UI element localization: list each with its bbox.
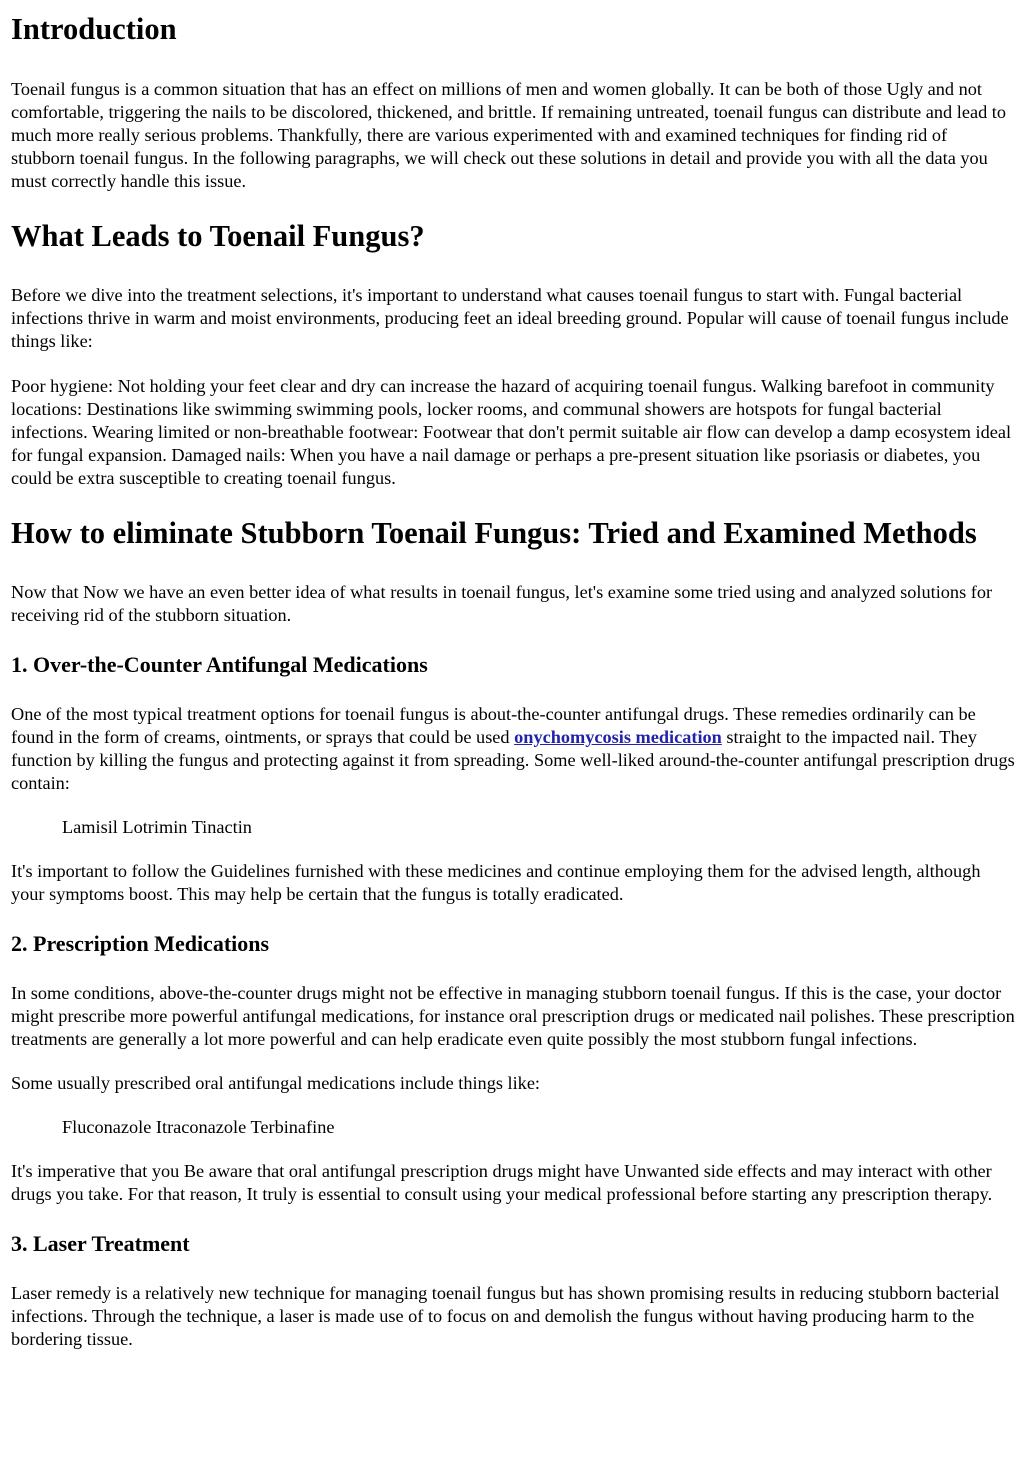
paragraph-otc-text-after: straight to the impacted nail. They function by killing the fungus and protecting against it from spreading. Some well-liked around-the-counter antifungal prescription drugs contain: xyxy=(11,727,1015,793)
paragraph-prescription-description: In some conditions, above-the-counter drugs might not be effective in managing stubborn toenail fungus. If this is the case, your doctor might prescribe more powerful antifungal medications, for instance oral prescription drugs or medicated nail polishes. These prescription treatments are generally a lot more powerful and can help eradicate even quite possibly the most stubborn fungal infections. xyxy=(11,983,1015,1049)
heading-prescription-medications: 2. Prescription Medications xyxy=(11,931,270,956)
paragraph-prescription-warning: It's imperative that you Be aware that oral antifungal prescription drugs might have Unwanted side effects and may interact with other drugs you take. For that reason, It truly is essential to consult using your medical professional before starting any prescription therapy. xyxy=(11,1161,993,1204)
paragraph-otc-text-before: One of the most typical treatment options for toenail fungus is about-the-counter antifungal drugs. These remedies ordinarily can be found in the form of creams, ointments, or sprays that could be used xyxy=(11,704,976,747)
paragraph-how-to-eliminate: Now that Now we have an even better idea of what results in toenail fungus, let's examine some tried using and analyzed solutions for receiving rid of the stubborn situation. xyxy=(11,582,993,625)
heading-how-to-eliminate: How to eliminate Stubborn Toenail Fungus: Tried and Examined Methods xyxy=(11,516,977,550)
paragraph-introduction: Toenail fungus is a common situation that has an effect on millions of men and women globally. It can be both of those Ugly and not comfortable, triggering the nails to be discolored, thickened, and brittle. If remaining untreated, toenail fungus can distribute and lead to much more really serious problems. Thankfully, there are various experimented with and examined techniques for finding rid of stubborn toenail fungus. In the following paragraphs, we will check out these solutions in detail and provide you with all the data you must correctly handle this issue. xyxy=(11,79,1006,191)
paragraph-otc-description xyxy=(11,703,1015,795)
paragraph-causes-list: Poor hygiene: Not holding your feet clear and dry can increase the hazard of acquiring toenail fungus. Walking barefoot in community locations: Destinations like swimming swimming pools, locker rooms, and communal showers are hotspots for fungal bacterial infections. Wearing limited or non-breathable footwear: Footwear that don't permit suitable air flow can develop a damp ecosystem ideal for fungal expansion. Damaged nails: When you have a nail damage or perhaps a pre-present situation like psoriasis or diabetes, you could be extra susceptible to creating toenail fungus. xyxy=(11,376,1012,488)
onychomycosis-medication-link[interactable]: onychomycosis medication xyxy=(514,727,722,747)
prescription-drug-list: Fluconazole Itraconazole Terbinafine xyxy=(62,1117,335,1137)
paragraph-otc-guidelines: It's important to follow the Guidelines furnished with these medicines and continue employing them for the advised length, although your symptoms boost. This may help be certain that the fungus is totally eradicated. xyxy=(11,861,981,904)
paragraph-causes-intro: Before we dive into the treatment selections, it's important to understand what causes toenail fungus to start with. Fungal bacterial infections thrive in warm and moist environments, producing feet an ideal breeding ground. Popular will cause of toenail fungus include things like: xyxy=(11,285,1009,351)
heading-otc-medications: 1. Over-the-Counter Antifungal Medications xyxy=(11,652,428,677)
heading-introduction: Introduction xyxy=(11,12,177,46)
otc-drug-list: Lamisil Lotrimin Tinactin xyxy=(62,817,252,837)
article xyxy=(0,11,1024,1351)
paragraph-prescription-intro: Some usually prescribed oral antifungal medications include things like: xyxy=(11,1073,541,1093)
heading-causes: What Leads to Toenail Fungus? xyxy=(11,219,425,253)
heading-laser-treatment: 3. Laser Treatment xyxy=(11,1231,190,1256)
paragraph-laser-treatment: Laser remedy is a relatively new technique for managing toenail fungus but has shown promising results in reducing stubborn bacterial infections. Through the technique, a laser is made use of to focus on and demolish the fungus without having producing harm to the bordering tissue. xyxy=(11,1283,1000,1349)
